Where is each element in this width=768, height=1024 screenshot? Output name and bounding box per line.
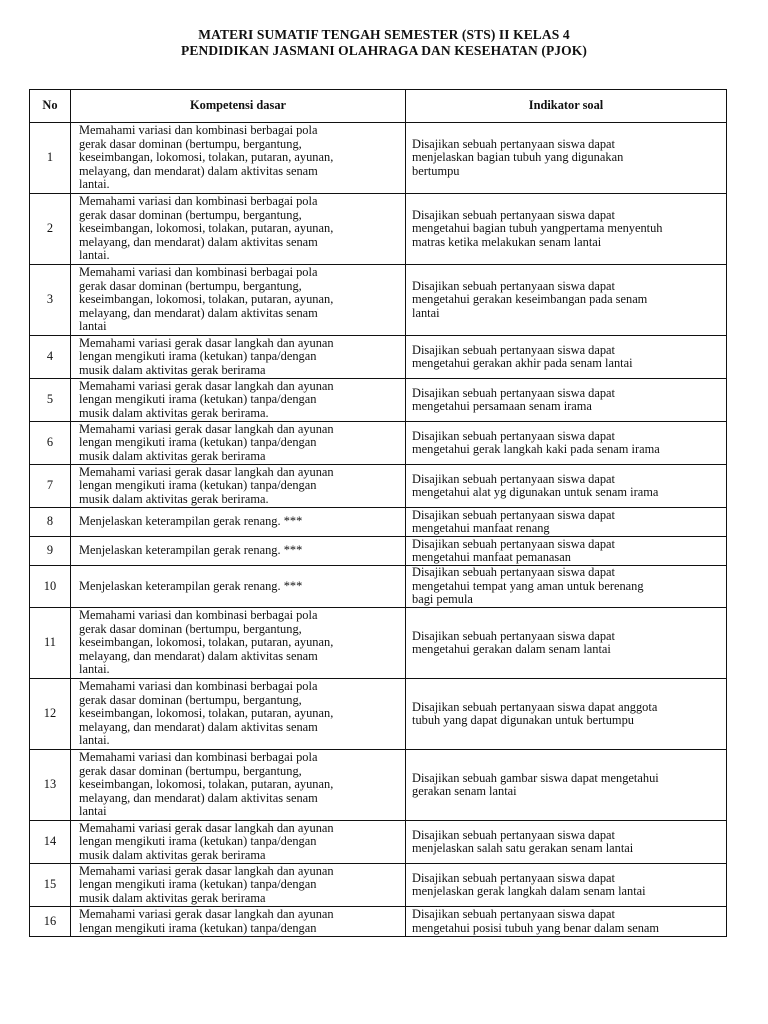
kompetensi-text: Memahami variasi gerak dasar langkah dan ayunan lengan mengikuti irama (ketukan) tanpa/dengan musik dalam aktivitas gerak berirama bbox=[79, 820, 334, 862]
indikator-cell bbox=[406, 679, 727, 750]
row-number: 8 bbox=[30, 508, 71, 537]
kompetensi-cell bbox=[71, 265, 406, 336]
kompetensi-cell bbox=[71, 537, 406, 566]
indikator-cell bbox=[406, 508, 727, 537]
indikator-text: Disajikan sebuah pertanyaan siswa dapat anggota tubuh yang dapat digunakan untuk bertumpu bbox=[412, 699, 658, 727]
indikator-text: Disajikan sebuah pertanyaan siswa dapat mengetahui persamaan senam irama bbox=[412, 385, 615, 413]
kompetensi-text: Memahami variasi dan kombinasi berbagai pola gerak dasar dominan (bertumpu, bergantung, keseimbangan, lokomosi, tolakan, putaran, ayunan, melayang, dan mendarat) dalam aktivitas senam lantai bbox=[79, 265, 334, 334]
indikator-text: Disajikan sebuah pertanyaan siswa dapat mengetahui gerakan keseimbangan pada senam lantai bbox=[412, 278, 648, 320]
row-number: 4 bbox=[30, 336, 71, 379]
table-row bbox=[30, 566, 727, 608]
indikator-text: Disajikan sebuah pertanyaan siswa dapat mengetahui gerakan akhir pada senam lantai bbox=[412, 342, 633, 370]
kompetensi-text: Memahami variasi dan kombinasi berbagai pola gerak dasar dominan (bertumpu, bergantung, keseimbangan, lokomosi, tolakan, putaran, ayunan, melayang, dan mendarat) dalam aktivitas senam lantai. bbox=[79, 123, 334, 192]
indikator-cell bbox=[406, 864, 727, 907]
indikator-text: Disajikan sebuah pertanyaan siswa dapat mengetahui gerakan dalam senam lantai bbox=[412, 628, 615, 656]
kompetensi-text: Memahami variasi gerak dasar langkah dan ayunan lengan mengikuti irama (ketukan) tanpa/dengan musik dalam aktivitas gerak berirama. bbox=[79, 464, 334, 506]
row-number: 15 bbox=[30, 864, 71, 907]
indikator-cell bbox=[406, 566, 727, 608]
kompetensi-cell bbox=[71, 123, 406, 194]
materi-table bbox=[29, 89, 727, 937]
row-number: 2 bbox=[30, 194, 71, 265]
indikator-text: Disajikan sebuah pertanyaan siswa dapat menjelaskan salah satu gerakan senam lantai bbox=[412, 827, 634, 855]
table-row bbox=[30, 537, 727, 566]
row-number: 6 bbox=[30, 422, 71, 465]
indikator-cell bbox=[406, 537, 727, 566]
kompetensi-cell bbox=[71, 864, 406, 907]
kompetensi-text: Memahami variasi gerak dasar langkah dan ayunan lengan mengikuti irama (ketukan) tanpa/dengan musik dalam aktivitas gerak berirama bbox=[79, 335, 334, 377]
kompetensi-cell bbox=[71, 907, 406, 937]
kompetensi-cell bbox=[71, 679, 406, 750]
indikator-cell bbox=[406, 821, 727, 864]
header-kompetensi: Kompetensi dasar bbox=[71, 90, 406, 123]
header-indikator: Indikator soal bbox=[406, 90, 727, 123]
row-number: 1 bbox=[30, 123, 71, 194]
row-number: 14 bbox=[30, 821, 71, 864]
kompetensi-text: Memahami variasi gerak dasar langkah dan ayunan lengan mengikuti irama (ketukan) tanpa/dengan musik dalam aktivitas gerak berirama. bbox=[79, 378, 334, 420]
table-row bbox=[30, 750, 727, 821]
table-row bbox=[30, 194, 727, 265]
kompetensi-cell bbox=[71, 508, 406, 537]
kompetensi-text: Memahami variasi gerak dasar langkah dan ayunan lengan mengikuti irama (ketukan) tanpa/dengan musik dalam aktivitas gerak berirama bbox=[79, 863, 334, 905]
indikator-cell bbox=[406, 465, 727, 508]
indikator-text: Disajikan sebuah pertanyaan siswa dapat mengetahui tempat yang aman untuk berenang bagi pemula bbox=[412, 565, 644, 607]
row-number: 11 bbox=[30, 608, 71, 679]
kompetensi-cell bbox=[71, 750, 406, 821]
kompetensi-cell bbox=[71, 422, 406, 465]
kompetensi-cell bbox=[71, 194, 406, 265]
kompetensi-cell bbox=[71, 566, 406, 608]
row-number: 16 bbox=[30, 907, 71, 937]
kompetensi-cell bbox=[71, 821, 406, 864]
indikator-cell bbox=[406, 608, 727, 679]
table-row bbox=[30, 679, 727, 750]
header-no: No bbox=[30, 90, 71, 123]
indikator-cell bbox=[406, 907, 727, 937]
indikator-text: Disajikan sebuah gambar siswa dapat mengetahui gerakan senam lantai bbox=[412, 770, 659, 798]
table-row bbox=[30, 608, 727, 679]
table-header-row bbox=[30, 90, 727, 123]
indikator-cell bbox=[406, 123, 727, 194]
kompetensi-cell bbox=[71, 336, 406, 379]
row-number: 12 bbox=[30, 679, 71, 750]
row-number: 7 bbox=[30, 465, 71, 508]
table-row bbox=[30, 465, 727, 508]
document-title: MATERI SUMATIF TENGAH SEMESTER (STS) II KELAS 4 bbox=[198, 27, 570, 42]
table-row bbox=[30, 907, 727, 937]
table-row bbox=[30, 422, 727, 465]
table-row bbox=[30, 508, 727, 537]
table-row bbox=[30, 864, 727, 907]
kompetensi-text: Menjelaskan keterampilan gerak renang. *** bbox=[79, 578, 303, 593]
indikator-cell bbox=[406, 379, 727, 422]
kompetensi-text: Menjelaskan keterampilan gerak renang. *** bbox=[79, 514, 303, 529]
kompetensi-text: Menjelaskan keterampilan gerak renang. *** bbox=[79, 543, 303, 558]
indikator-text: Disajikan sebuah pertanyaan siswa dapat menjelaskan gerak langkah dalam senam lantai bbox=[412, 870, 646, 898]
row-number: 10 bbox=[30, 566, 71, 608]
kompetensi-text: Memahami variasi dan kombinasi berbagai pola gerak dasar dominan (bertumpu, bergantung, keseimbangan, lokomosi, tolakan, putaran, ayunan, melayang, dan mendarat) dalam aktivitas senam lantai. bbox=[79, 679, 334, 748]
kompetensi-text: Memahami variasi dan kombinasi berbagai pola gerak dasar dominan (bertumpu, bergantung, keseimbangan, lokomosi, tolakan, putaran, ayunan, melayang, dan mendarat) dalam aktivitas senam lantai. bbox=[79, 194, 334, 263]
kompetensi-text: Memahami variasi gerak dasar langkah dan ayunan lengan mengikuti irama (ketukan) tanpa/dengan bbox=[79, 907, 334, 935]
indikator-cell bbox=[406, 265, 727, 336]
indikator-text: Disajikan sebuah pertanyaan siswa dapat mengetahui manfaat renang bbox=[412, 507, 615, 535]
table-row bbox=[30, 265, 727, 336]
table-row bbox=[30, 123, 727, 194]
indikator-cell bbox=[406, 336, 727, 379]
kompetensi-cell bbox=[71, 465, 406, 508]
table-row bbox=[30, 379, 727, 422]
table-row bbox=[30, 336, 727, 379]
kompetensi-text: Memahami variasi dan kombinasi berbagai pola gerak dasar dominan (bertumpu, bergantung, keseimbangan, lokomosi, tolakan, putaran, ayunan, melayang, dan mendarat) dalam aktivitas senam lantai. bbox=[79, 608, 334, 677]
indikator-cell bbox=[406, 750, 727, 821]
row-number: 3 bbox=[30, 265, 71, 336]
row-number: 9 bbox=[30, 537, 71, 566]
indikator-text: Disajikan sebuah pertanyaan siswa dapat mengetahui bagian tubuh yangpertama menyentuh matras ketika melakukan senam lantai bbox=[412, 207, 663, 249]
kompetensi-cell bbox=[71, 608, 406, 679]
row-number: 13 bbox=[30, 750, 71, 821]
row-number: 5 bbox=[30, 379, 71, 422]
indikator-text: Disajikan sebuah pertanyaan siswa dapat mengetahui posisi tubuh yang benar dalam senam bbox=[412, 907, 660, 935]
indikator-text: Disajikan sebuah pertanyaan siswa dapat mengetahui gerak langkah kaki pada senam irama bbox=[412, 428, 660, 456]
kompetensi-text: Memahami variasi dan kombinasi berbagai pola gerak dasar dominan (bertumpu, bergantung, keseimbangan, lokomosi, tolakan, putaran, ayunan, melayang, dan mendarat) dalam aktivitas senam lantai bbox=[79, 750, 334, 819]
indikator-text: Disajikan sebuah pertanyaan siswa dapat mengetahui manfaat pemanasan bbox=[412, 536, 615, 564]
kompetensi-cell bbox=[71, 379, 406, 422]
indikator-cell bbox=[406, 194, 727, 265]
indikator-text: Disajikan sebuah pertanyaan siswa dapat mengetahui alat yg digunakan untuk senam irama bbox=[412, 471, 659, 499]
indikator-cell bbox=[406, 422, 727, 465]
kompetensi-text: Memahami variasi gerak dasar langkah dan ayunan lengan mengikuti irama (ketukan) tanpa/dengan musik dalam aktivitas gerak berirama bbox=[79, 421, 334, 463]
document-subtitle: PENDIDIKAN JASMANI OLAHRAGA DAN KESEHATAN (PJOK) bbox=[181, 43, 587, 58]
table-row bbox=[30, 821, 727, 864]
indikator-text: Disajikan sebuah pertanyaan siswa dapat menjelaskan bagian tubuh yang digunakan bertumpu bbox=[412, 136, 624, 178]
